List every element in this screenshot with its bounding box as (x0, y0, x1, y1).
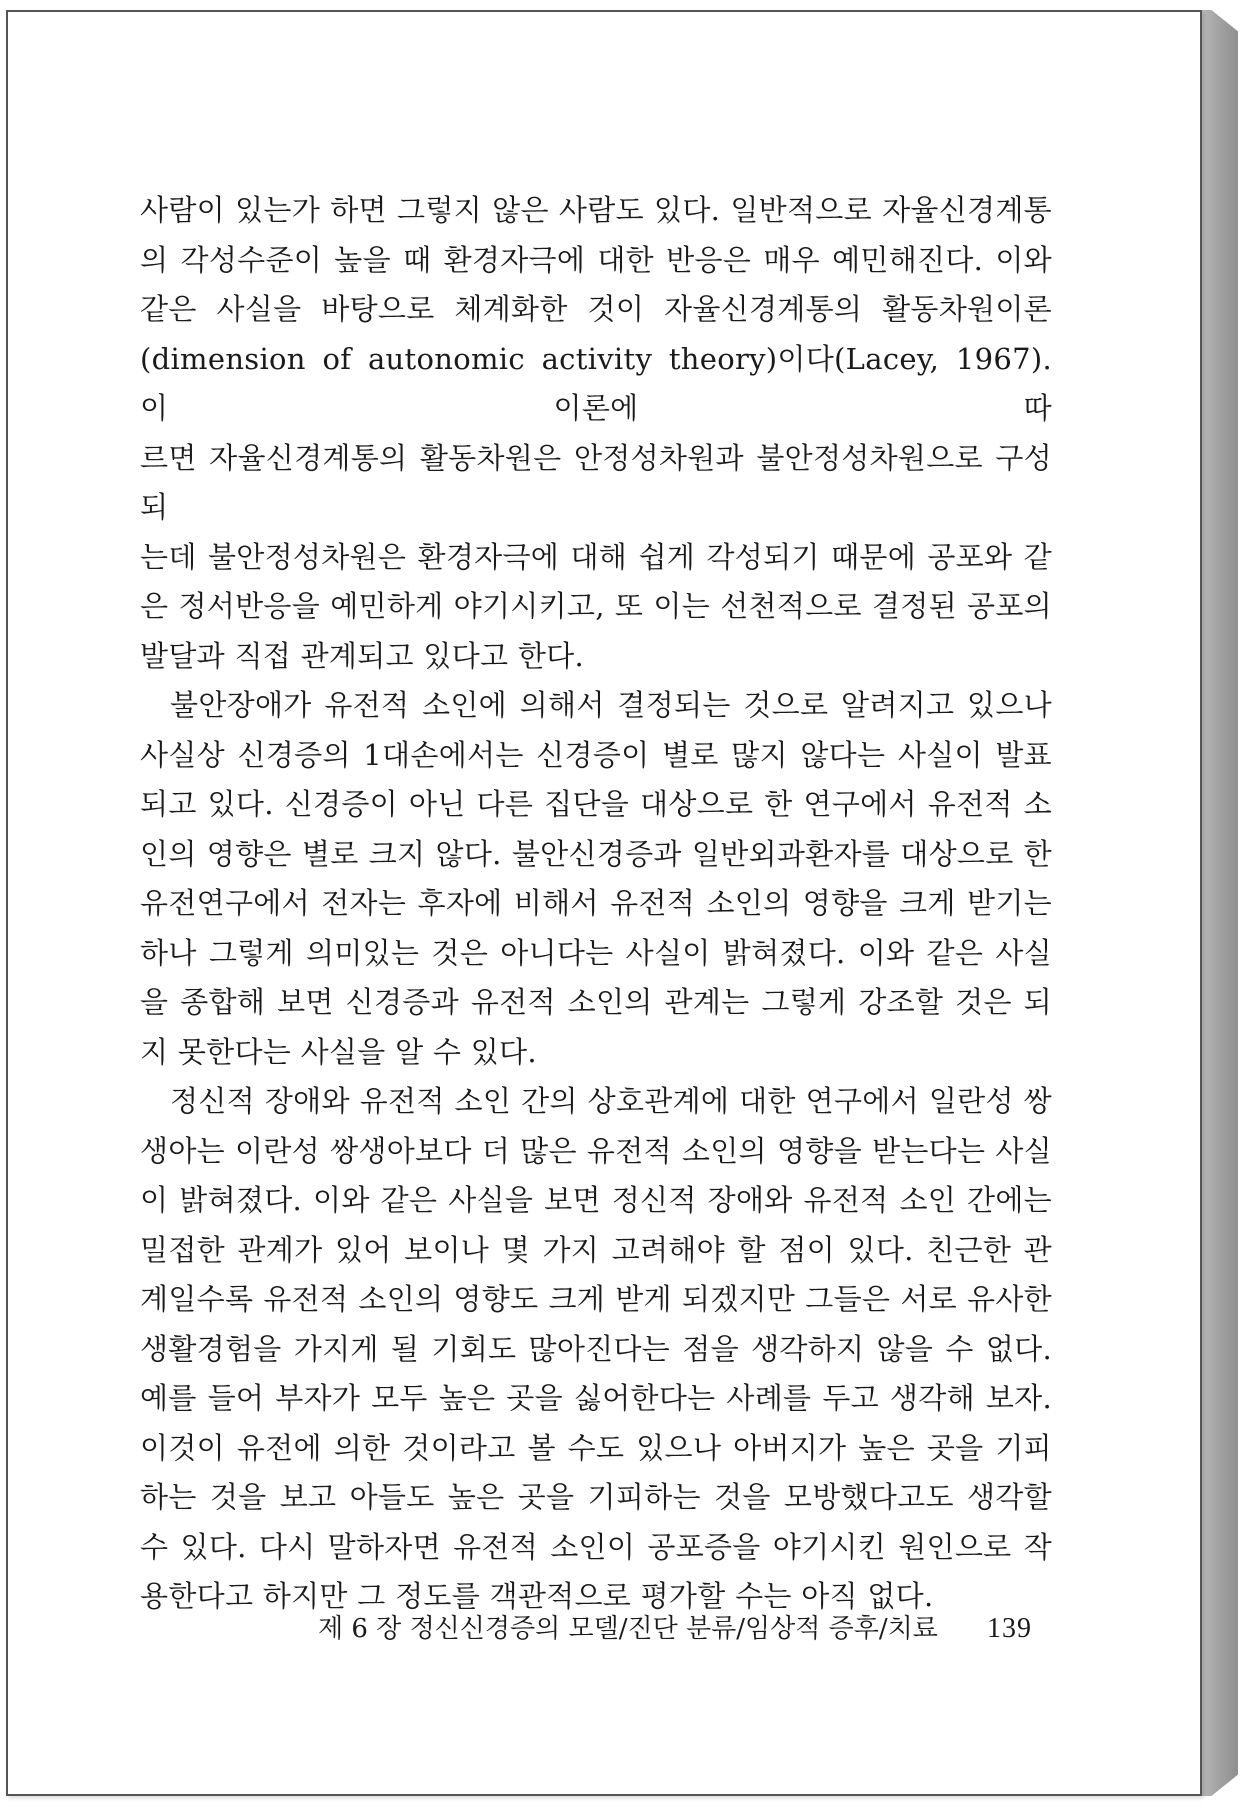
text-line: (dimension of autonomic activity theory)이다(Lacey, 1967). 이 이론에 따 (140, 341, 1052, 425)
text-line: 을 종합해 보면 신경증과 유전적 소인의 관계는 그렇게 강조할 것은 되 (140, 985, 1052, 1019)
page-number: 139 (987, 1613, 1032, 1644)
text-line: 인의 영향은 별로 크지 않다. 불안신경증과 일반외과환자를 대상으로 한 (140, 836, 1052, 871)
page-stack-edge (1200, 10, 1238, 1796)
text-line: 르면 자율신경계통의 활동차원은 안정성차원과 불안정성차원으로 구성되 (140, 440, 1052, 524)
text-line: 되고 있다. 신경증이 아닌 다른 집단을 대상으로 한 연구에서 유전적 소 (140, 787, 1052, 821)
text-line: 같은 사실을 바탕으로 체계화한 것이 자율신경계통의 활동차원이론 (140, 292, 1052, 326)
text-line: 는데 불안정성차원은 환경자극에 대해 쉽게 각성되기 때문에 공포와 같 (140, 539, 1052, 574)
text-line: 이것이 유전에 의한 것이라고 볼 수도 있으나 아버지가 높은 곳을 기피 (140, 1430, 1052, 1465)
text-line: 용한다고 하지만 그 정도를 객관적으로 평가할 수는 아직 없다. (140, 1579, 934, 1613)
body-text (140, 186, 1052, 1622)
text-line: 이 밝혀졌다. 이와 같은 사실을 보면 정신적 장애와 유전적 소인 간에는 (140, 1183, 1052, 1217)
text-line: 발달과 직접 관계되고 있다고 한다. (140, 638, 584, 673)
text-line: 수 있다. 다시 말하자면 유전적 소인이 공포증을 야기시킨 원인으로 작 (140, 1529, 1052, 1564)
text-line: 예를 들어 부자가 모두 높은 곳을 싫어한다는 사례를 두고 생각해 보자. (140, 1381, 1052, 1415)
text-line: 유전연구에서 전자는 후자에 비해서 유전적 소인의 영향을 크게 받기는 (140, 886, 1052, 920)
text-line: 하는 것을 보고 아들도 높은 곳을 기피하는 것을 모방했다고도 생각할 (140, 1480, 1052, 1514)
text-line: 지 못한다는 사실을 알 수 있다. (140, 1034, 537, 1069)
text-line: 생아는 이란성 쌍생아보다 더 많은 유전적 소인의 영향을 받는다는 사실 (140, 1133, 1052, 1168)
text-line: 계일수록 유전적 소인의 영향도 크게 받게 되겠지만 그들은 서로 유사한 (140, 1282, 1052, 1316)
text-line: 생활경험을 가지게 될 기회도 많아진다는 점을 생각하지 않을 수 없다. (140, 1331, 1052, 1366)
text-line: 은 정서반응을 예민하게 야기시키고, 또 이는 선천적으로 결정된 공포의 (140, 589, 1052, 623)
running-head: 제 6 장 정신신경증의 모델/진단 분류/임상적 증후/치료 (318, 1614, 938, 1644)
text-line: 하나 그렇게 의미있는 것은 아니다는 사실이 밝혀졌다. 이와 같은 사실 (140, 935, 1052, 970)
text-line: 사람이 있는가 하면 그렇지 않은 사람도 있다. 일반적으로 자율신경계통 (140, 193, 1052, 227)
text-line: 사실상 신경증의 1대손에서는 신경증이 별로 많지 않다는 사실이 발표 (140, 737, 1052, 772)
text-line: 의 각성수준이 높을 때 환경자극에 대한 반응은 매우 예민해진다. 이와 (140, 242, 1052, 277)
text-line: 밀접한 관계가 있어 보이나 몇 가지 고려해야 할 점이 있다. 친근한 관 (140, 1232, 1052, 1267)
page-footer (318, 1608, 1032, 1645)
text-line: 정신적 장애와 유전적 소인 간의 상호관계에 대한 연구에서 일란성 쌍 (170, 1084, 1052, 1118)
text-line: 불안장애가 유전적 소인에 의해서 결정되는 것으로 알려지고 있으나 (170, 688, 1052, 722)
